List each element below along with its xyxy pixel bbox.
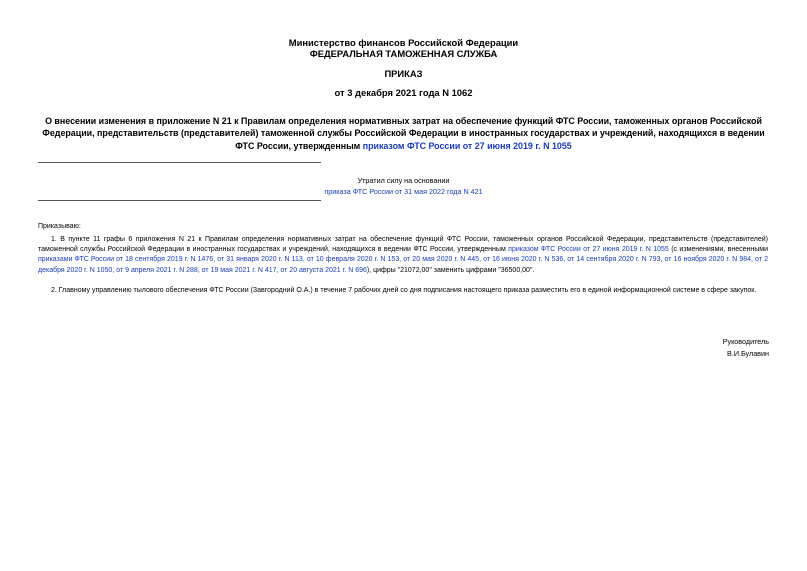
document-type: ПРИКАЗ (384, 68, 423, 79)
paragraph-1-text-a: 1. В пункте 11 графы 6 приложения N 21 к Правилам определения нормативных затрат на обеспечение функций ФТС России, таможенных органов Российской Федерации, представительств (представителей) таможенной службы Российской Федерации в иностранных государствах и учреждений, находящихся в ведении ФТС России, утвержденным (38, 236, 768, 254)
signature-name: В.И.Булавин (727, 349, 769, 358)
paragraph-1-text-b: (с изменениями, внесенными (668, 246, 768, 254)
repeal-link-order-421[interactable]: приказа ФТС России от 31 мая 2022 года N 421 (324, 187, 483, 196)
order-intro: Приказываю: (38, 223, 81, 230)
paragraph-1-link-amending-orders[interactable]: приказами ФТС России от 18 сентября 2019 г. N 1476, от 31 января 2020 г. N 113, от 10 февраля 2020 г. N 153, от 20 мая 2020 г. N 445, от 16 июня 2020 г. N 536, от 14 сентября 2020 г. N 793, от 16 ноября 2020 г. N 984, от 2 декабря 2020 г. N 1050, от 9 апреля 2021 г. N 288, от 19 мая 2021 г. N 417, от 20 августа 2021 г. N 696 (38, 256, 768, 274)
service-name: ФЕДЕРАЛЬНАЯ ТАМОЖЕННАЯ СЛУЖБА (309, 48, 498, 59)
separator-top (38, 162, 321, 163)
document-title-text: О внесении изменения в приложение N 21 к Правилам определения нормативных затрат на обеспечение функций ФТС России, таможенных органов Российской Федерации, представительств (представителей) таможенной службы Российской Федерации в иностранных государствах и учреждений, находящихся в ведении ФТС России, утвержденным (42, 116, 765, 151)
repeal-note-text: Утратил силу на основании (357, 176, 450, 185)
document-date-number: от 3 декабря 2021 года N 1062 (334, 87, 473, 98)
ministry-name: Министерство финансов Российской Федерации (288, 37, 519, 48)
separator-bottom (38, 200, 321, 201)
paragraph-1-link-order-1055[interactable]: приказом ФТС России от 27 июня 2019 г. N 1055 (508, 246, 669, 254)
repeal-note (0, 187, 807, 197)
paragraph-1-text-c: ), цифры "21072,00" заменить цифрами "36500,00". (366, 266, 535, 274)
document-title (38, 115, 769, 152)
signature-role: Руководитель (722, 337, 769, 346)
title-link-order-1055[interactable]: приказом ФТС России от 27 июня 2019 г. N 1055 (362, 140, 572, 151)
order-paragraph-2: 2. Главному управлению тылового обеспечения ФТС России (Завгородний О.А.) в течение 7 рабочих дней со дня подписания настоящего приказа разместить его в единой информационной системе в сфере закупок. (51, 287, 757, 294)
order-paragraph-1 (38, 235, 768, 276)
